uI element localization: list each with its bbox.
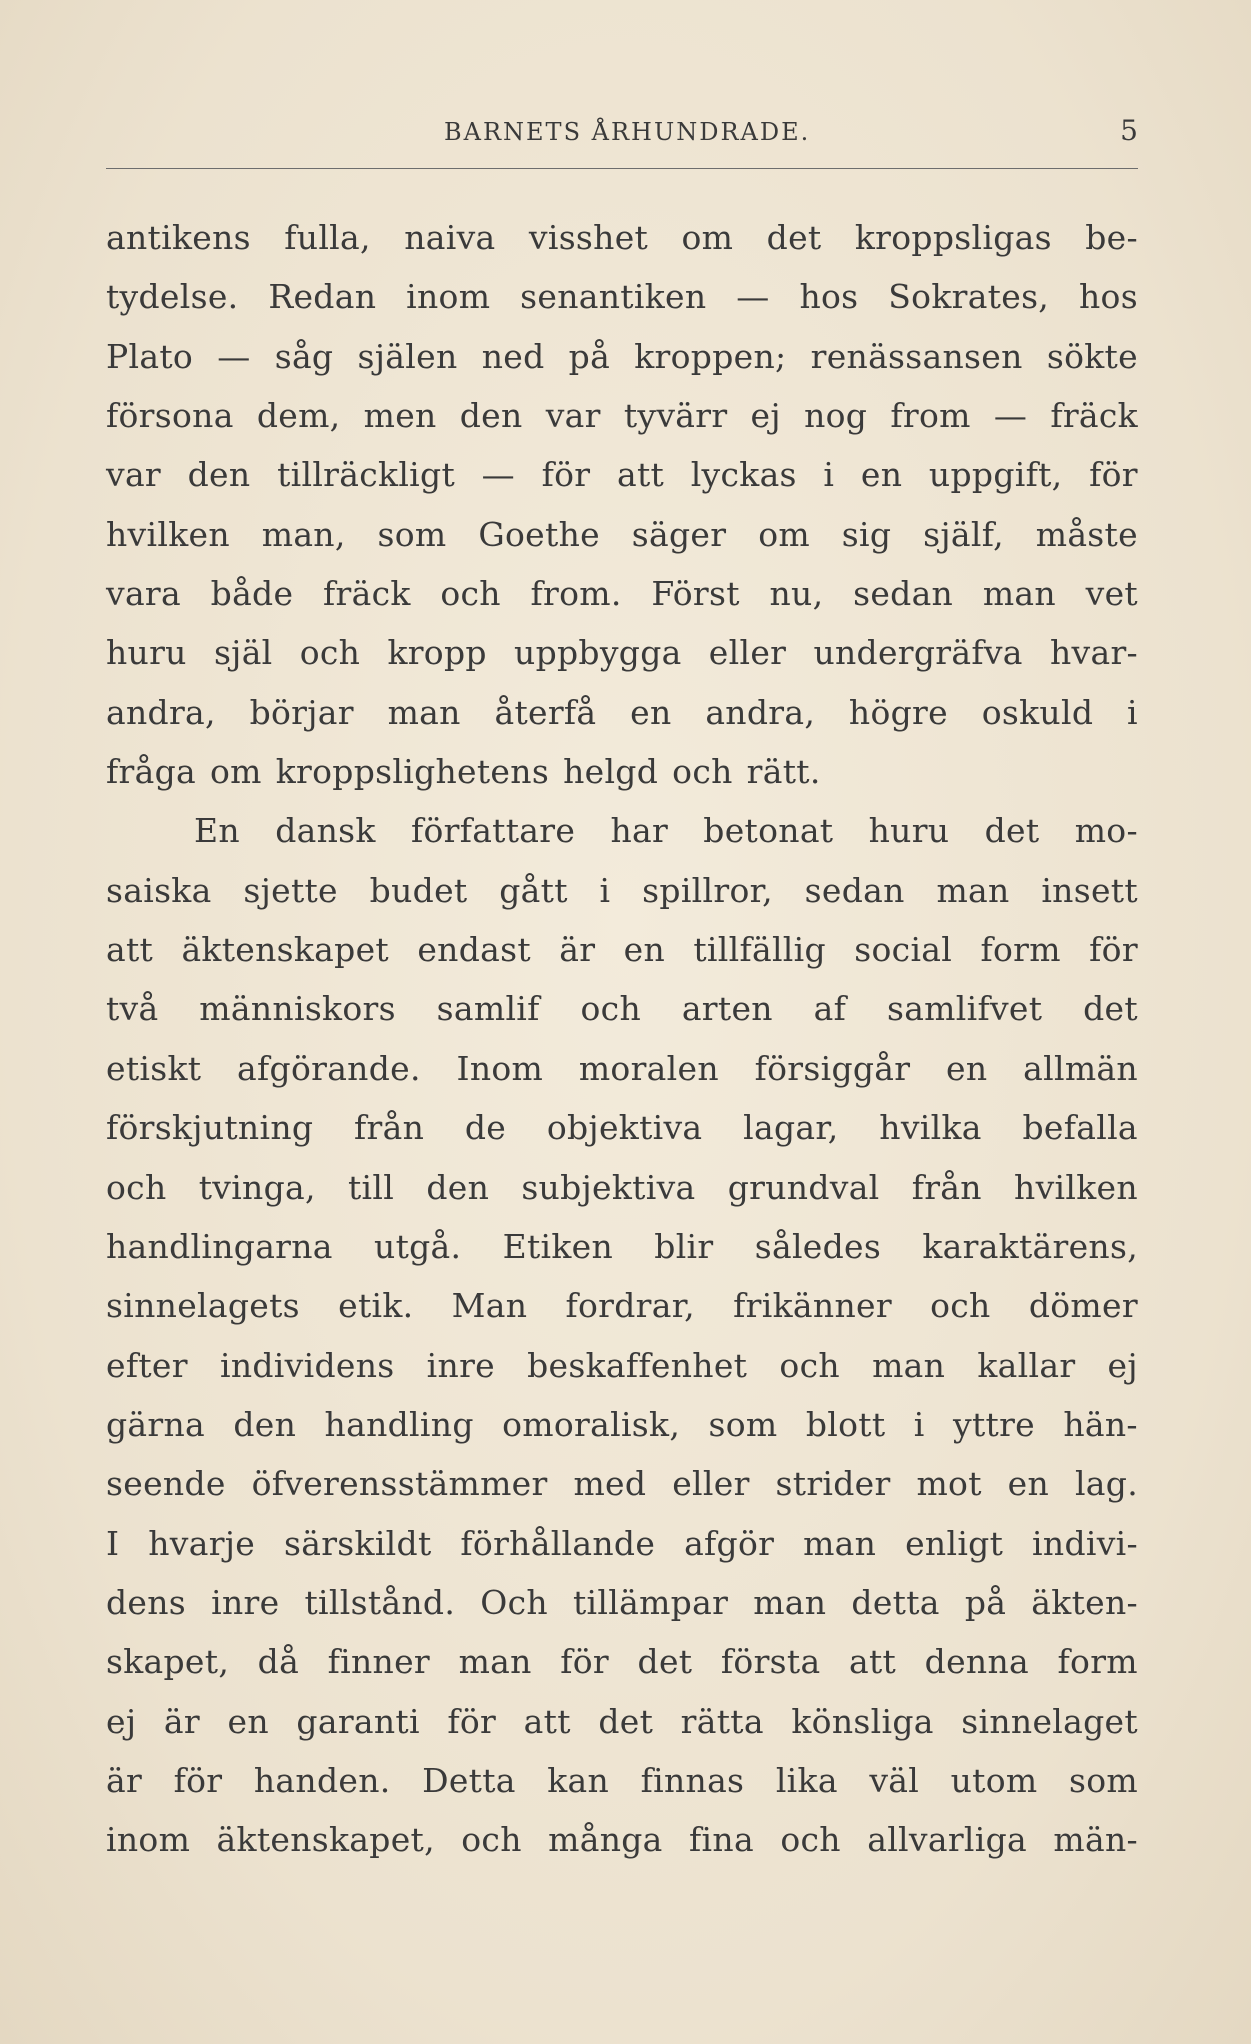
- word: tydelse.: [106, 277, 239, 317]
- word: en: [946, 1048, 988, 1088]
- word: om: [681, 218, 734, 257]
- text-line: [106, 683, 1138, 742]
- word: denna: [924, 1642, 1029, 1682]
- word: —: [993, 396, 1028, 436]
- word: man: [803, 1523, 877, 1563]
- word: detta: [851, 1582, 940, 1622]
- page-number: 5: [1120, 114, 1138, 147]
- word: man: [872, 1345, 946, 1385]
- word: att: [523, 1701, 571, 1741]
- word: subjektiva: [521, 1167, 696, 1207]
- word: huru: [106, 633, 187, 673]
- word: uppgift,: [928, 455, 1063, 495]
- word: Först: [651, 574, 740, 614]
- text-line: [106, 1514, 1138, 1573]
- word: allvarliga: [867, 1820, 1028, 1860]
- word: dansk: [275, 811, 376, 851]
- word: ej: [106, 1701, 137, 1741]
- word: man: [982, 574, 1056, 614]
- word: förhållande: [460, 1523, 656, 1563]
- word: nog: [804, 396, 868, 436]
- word: fina: [689, 1820, 754, 1860]
- text-line: [106, 920, 1138, 979]
- word: många: [548, 1820, 663, 1860]
- word: lyckas: [690, 455, 797, 495]
- word: helgd: [563, 752, 659, 792]
- word: blott: [805, 1404, 886, 1444]
- word: fordrar,: [565, 1286, 695, 1326]
- word: sinnelagets: [106, 1286, 300, 1326]
- page-header: [106, 112, 1138, 162]
- word: sedan: [853, 574, 954, 614]
- word: och: [106, 1167, 167, 1207]
- body-text: [106, 208, 1138, 1870]
- word: undergräfva: [813, 633, 1023, 673]
- word: att: [616, 455, 665, 495]
- word: seende: [106, 1464, 226, 1504]
- word: den: [426, 1167, 490, 1207]
- word: själf,: [923, 514, 1004, 554]
- word: äkten-: [1031, 1582, 1138, 1622]
- word: den: [187, 455, 251, 495]
- word: naiva: [404, 218, 496, 257]
- word: hvilka: [879, 1108, 982, 1148]
- word: den: [233, 1404, 297, 1444]
- word: huru: [868, 811, 950, 851]
- word: lagar,: [743, 1108, 839, 1148]
- word: kroppslighetens: [275, 752, 550, 792]
- word: för: [1089, 930, 1138, 970]
- word: form: [980, 930, 1061, 970]
- text-line: [106, 1336, 1138, 1395]
- word: har: [610, 811, 669, 851]
- word: en: [623, 930, 665, 970]
- word: from: [890, 396, 971, 436]
- text-line: [106, 1573, 1138, 1632]
- word: således: [754, 1226, 882, 1266]
- word: författare: [410, 811, 576, 851]
- word: från: [911, 1167, 982, 1207]
- word: återfå: [494, 692, 597, 732]
- word: af: [813, 989, 847, 1029]
- word: nu,: [769, 574, 824, 614]
- word: en: [227, 1701, 269, 1741]
- word: en: [860, 455, 903, 495]
- word: från: [354, 1108, 425, 1148]
- word: äktenskapet,: [216, 1820, 435, 1860]
- word: be-: [1085, 218, 1138, 257]
- word: själen: [357, 336, 458, 376]
- text-line: [106, 1217, 1138, 1276]
- word: och: [580, 989, 642, 1029]
- word: etiskt: [106, 1048, 202, 1088]
- word: Inom: [456, 1048, 544, 1088]
- word: hvarje: [148, 1523, 256, 1563]
- text-line: [106, 386, 1138, 445]
- word: hvilken: [1014, 1167, 1138, 1207]
- word: mot: [916, 1464, 982, 1504]
- word: säger: [631, 514, 727, 554]
- word: insett: [1041, 870, 1138, 910]
- word: budet: [369, 870, 468, 910]
- text-line: [106, 445, 1138, 504]
- word: om: [209, 752, 262, 792]
- word: efter: [106, 1345, 188, 1385]
- word: from.: [530, 574, 622, 614]
- word: ned: [481, 336, 545, 376]
- word: om: [758, 514, 810, 554]
- word: I: [106, 1523, 120, 1563]
- word: både: [210, 574, 294, 614]
- text-line: [106, 1751, 1138, 1810]
- word: allmän: [1023, 1048, 1138, 1088]
- word: mo-: [1074, 811, 1138, 851]
- word: hän-: [1063, 1404, 1138, 1444]
- word: Etiken: [502, 1226, 614, 1266]
- word: dens: [106, 1582, 187, 1622]
- word: omoralisk,: [502, 1404, 681, 1444]
- word: och: [440, 574, 501, 614]
- word: sökte: [1046, 336, 1138, 376]
- word: könsliga: [791, 1701, 934, 1741]
- word: afgörande.: [237, 1048, 421, 1088]
- word: börjar: [249, 692, 354, 732]
- word: två: [106, 989, 159, 1029]
- word: grundval: [727, 1167, 880, 1207]
- word: fräck: [1050, 396, 1138, 436]
- word: inom: [406, 277, 491, 317]
- text-line: [106, 1454, 1138, 1513]
- word: de: [464, 1108, 507, 1148]
- word: endast: [417, 930, 531, 970]
- word: själ: [213, 633, 273, 673]
- word: för: [447, 1701, 497, 1741]
- word: rätta: [680, 1701, 764, 1741]
- word: andra,: [106, 692, 216, 732]
- word: för: [1089, 455, 1138, 495]
- word: högre: [848, 692, 948, 732]
- word: det: [766, 218, 822, 257]
- word: särskildt: [284, 1523, 432, 1563]
- word: försona: [106, 396, 234, 436]
- word: skapet,: [106, 1642, 230, 1682]
- text-line: [106, 1810, 1138, 1869]
- word: afgör: [684, 1523, 775, 1563]
- text-line: [106, 1098, 1138, 1157]
- text-line: [106, 1158, 1138, 1217]
- word: individens: [219, 1345, 395, 1385]
- word: andra,: [705, 692, 816, 732]
- word: —: [217, 336, 251, 376]
- word: —: [736, 277, 770, 317]
- word: objektiva: [546, 1108, 703, 1148]
- word: antikens: [106, 218, 251, 257]
- word: Och: [480, 1582, 548, 1622]
- text-line: [106, 1395, 1138, 1454]
- word: finnas: [640, 1760, 745, 1800]
- word: ej: [1107, 1345, 1138, 1385]
- word: i: [1127, 692, 1138, 732]
- text-line: [106, 1632, 1138, 1691]
- word: för: [560, 1642, 609, 1682]
- word: dem,: [256, 396, 341, 436]
- word: inre: [211, 1582, 280, 1622]
- word: det: [598, 1701, 654, 1741]
- word: i: [599, 870, 611, 910]
- word: dömer: [1028, 1286, 1138, 1326]
- word: Detta: [422, 1760, 516, 1800]
- text-line: [106, 505, 1138, 564]
- word: och: [672, 752, 733, 792]
- word: Man: [451, 1286, 528, 1326]
- text-line: [106, 801, 1138, 860]
- text-line: [106, 1276, 1138, 1335]
- word: det: [984, 811, 1040, 851]
- word: gått: [499, 870, 568, 910]
- word: och: [461, 1820, 522, 1860]
- word: som: [708, 1404, 778, 1444]
- word: att: [106, 930, 154, 970]
- word: utom: [950, 1760, 1038, 1800]
- word: enligt: [905, 1523, 1004, 1563]
- word: den: [459, 396, 523, 436]
- word: eller: [672, 1464, 750, 1504]
- word: för: [173, 1760, 223, 1800]
- running-head: BARNETS ÅRHUNDRADE.: [444, 118, 811, 146]
- word: sjette: [243, 870, 338, 910]
- word: men: [363, 396, 437, 436]
- word: form: [1057, 1642, 1138, 1682]
- word: på: [964, 1582, 1007, 1622]
- word: försiggår: [754, 1048, 911, 1088]
- word: karaktärens,: [922, 1226, 1138, 1266]
- text-line: [106, 208, 1138, 267]
- word: och: [780, 1820, 841, 1860]
- word: frikänner: [733, 1286, 892, 1326]
- word: renässansen: [810, 336, 1023, 376]
- word: spillror,: [642, 870, 773, 910]
- word: förskjutning: [106, 1108, 314, 1148]
- word: att: [849, 1642, 897, 1682]
- word: tillstånd.: [304, 1582, 456, 1622]
- word: ej: [750, 396, 781, 436]
- text-line: [106, 327, 1138, 386]
- word: man,: [261, 514, 346, 554]
- word: senantiken: [520, 277, 707, 317]
- word: lag.: [1074, 1464, 1138, 1504]
- word: är: [163, 1701, 200, 1741]
- word: lika: [775, 1760, 838, 1800]
- word: män-: [1053, 1820, 1138, 1860]
- word: som: [1069, 1760, 1138, 1800]
- word: är: [559, 930, 596, 970]
- word: och: [930, 1286, 991, 1326]
- word: såg: [274, 336, 334, 376]
- word: tvinga,: [198, 1167, 316, 1207]
- word: Sokrates,: [888, 277, 1050, 317]
- word: tyvärr: [623, 396, 728, 436]
- word: människors: [199, 989, 396, 1029]
- word: kallar: [977, 1345, 1076, 1385]
- word: man: [753, 1582, 827, 1622]
- word: inom: [106, 1820, 191, 1860]
- word: fråga: [106, 752, 196, 792]
- word: Redan: [268, 277, 377, 317]
- word: sig: [841, 514, 892, 554]
- word: och: [299, 633, 361, 673]
- word: hvilken: [106, 514, 230, 554]
- word: samlifvet: [886, 989, 1043, 1029]
- word: oskuld: [981, 692, 1094, 732]
- word: handlingarna: [106, 1226, 333, 1266]
- word: väl: [869, 1760, 920, 1800]
- word: yttre: [953, 1404, 1035, 1444]
- word: kroppen;: [634, 336, 787, 376]
- word: är: [106, 1760, 143, 1800]
- word: för: [541, 455, 591, 495]
- word: hos: [1078, 277, 1138, 317]
- word: uppbygga: [514, 633, 682, 673]
- text-line: [106, 861, 1138, 920]
- word: man: [458, 1642, 532, 1682]
- word: man: [936, 870, 1010, 910]
- text-line: [106, 979, 1138, 1038]
- word: tillräckligt: [277, 455, 456, 495]
- word: arten: [681, 989, 773, 1029]
- word: social: [854, 930, 953, 970]
- word: en: [630, 692, 672, 732]
- word: strider: [775, 1464, 891, 1504]
- text-line: [106, 623, 1138, 682]
- text-line: [106, 742, 1138, 801]
- word: betonat: [703, 811, 834, 851]
- word: hvar-: [1049, 633, 1138, 673]
- word: i: [823, 455, 835, 495]
- word: öfverensstämmer: [251, 1464, 548, 1504]
- word: och: [779, 1345, 840, 1385]
- word: Plato: [106, 336, 194, 376]
- word: inre: [426, 1345, 495, 1385]
- word: kroppsligas: [854, 218, 1052, 257]
- word: kropp: [387, 633, 487, 673]
- word: det: [637, 1642, 693, 1682]
- word: var: [545, 396, 601, 436]
- word: blir: [654, 1226, 714, 1266]
- word: vet: [1085, 574, 1138, 614]
- word: en: [1007, 1464, 1050, 1504]
- word: saiska: [106, 870, 212, 910]
- word: sinnelaget: [961, 1701, 1138, 1741]
- word: befalla: [1022, 1108, 1138, 1148]
- word: En: [194, 811, 240, 851]
- word: tillämpar: [572, 1582, 729, 1622]
- word: som: [377, 514, 447, 554]
- text-line: [106, 267, 1138, 326]
- word: i: [913, 1404, 925, 1444]
- word: fräck: [323, 574, 411, 614]
- word: utgå.: [374, 1226, 462, 1266]
- word: eller: [708, 633, 787, 673]
- word: hos: [799, 277, 859, 317]
- word: finner: [327, 1642, 431, 1682]
- word: var: [106, 455, 161, 495]
- word: till: [348, 1167, 395, 1207]
- word: sedan: [804, 870, 905, 910]
- word: etik.: [338, 1286, 414, 1326]
- word: handling: [324, 1404, 474, 1444]
- word: beskaffenhet: [527, 1345, 748, 1385]
- word: då: [257, 1642, 300, 1682]
- word: moralen: [578, 1048, 719, 1088]
- word: gärna: [106, 1404, 206, 1444]
- word: garanti: [296, 1701, 420, 1741]
- text-line: [106, 1692, 1138, 1751]
- word: kan: [547, 1760, 610, 1800]
- word: visshet: [528, 218, 649, 257]
- word: man: [387, 692, 461, 732]
- word: det: [1083, 989, 1138, 1029]
- word: vara: [106, 574, 181, 614]
- word: samlif: [436, 989, 540, 1029]
- word: med: [573, 1464, 647, 1504]
- text-line: [106, 1039, 1138, 1098]
- word: rätt.: [746, 752, 821, 792]
- word: äktenskapet: [181, 930, 389, 970]
- word: första: [720, 1642, 821, 1682]
- word: på: [568, 336, 611, 376]
- word: måste: [1035, 514, 1138, 554]
- text-line: [106, 564, 1138, 623]
- word: tillfällig: [693, 930, 826, 970]
- word: Goethe: [478, 514, 600, 554]
- word: indivi-: [1032, 1523, 1138, 1563]
- word: —: [481, 455, 515, 495]
- header-rule: [106, 168, 1138, 169]
- word: handen.: [253, 1760, 391, 1800]
- word: fulla,: [284, 218, 371, 257]
